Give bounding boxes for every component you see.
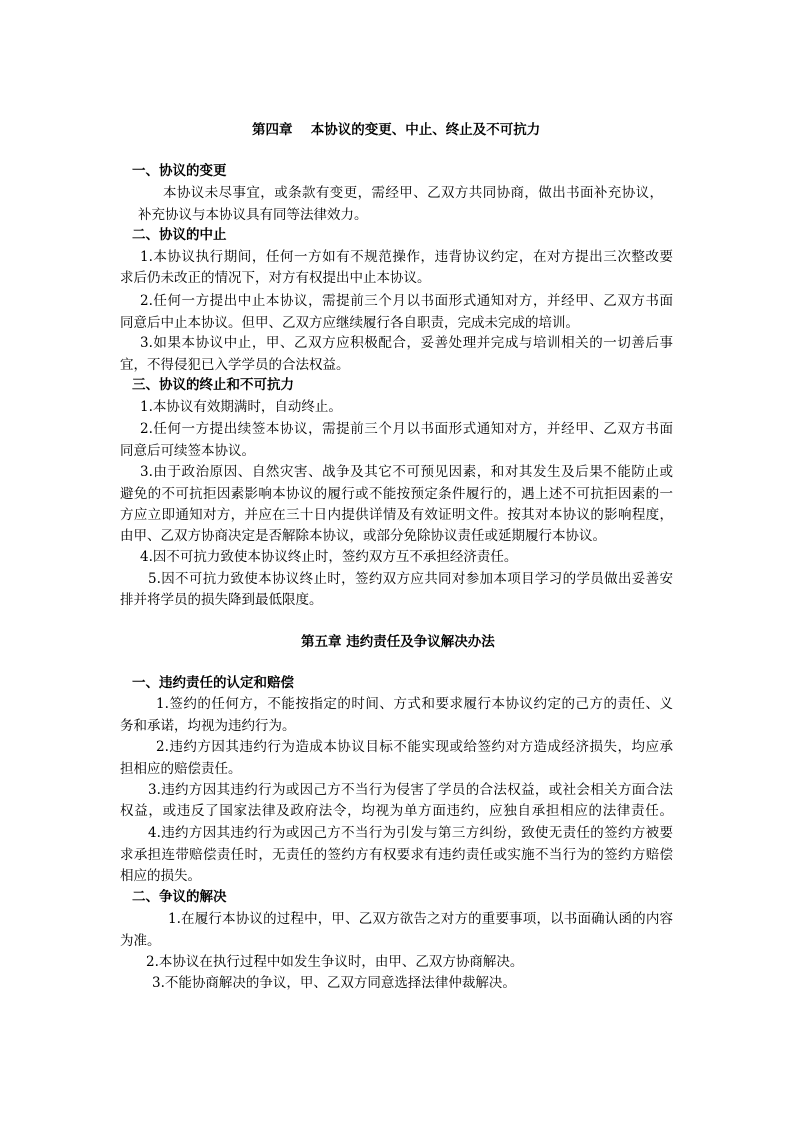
- ch4-s3-p3-line1: 3.由于政治原因、自然灾害、战争及其它不可预见因素，和对其发生及后果不能防止或: [140, 464, 673, 480]
- ch5-s1-p3-line2: 权益，或违反了国家法律及政府法令，均视为单方面违约，应独自承担相应的法律责任。: [120, 803, 673, 819]
- ch5-s1-p2-line1: 2.违约方因其违约行为造成本协议目标不能实现或给签约对方造成经济损失，均应承: [156, 739, 673, 755]
- ch4-s3-p2-line1: 2.任何一方提出续签本协议，需提前三个月以书面形式通知对方，并经甲、乙双方书面: [140, 421, 673, 437]
- ch4-section-2-heading: 二、协议的中止: [132, 227, 227, 243]
- ch5-s1-p1-line2: 务和承诺，均视为违约行为。: [120, 718, 296, 734]
- ch4-s3-p4: 4.因不可抗力致使本协议终止时，签约双方互不承担经济责任。: [140, 549, 518, 565]
- ch4-s3-p3-line2: 避免的不可抗拒因素影响本协议的履行或不能按预定条件履行的，遇上述不可抗拒因素的一: [120, 486, 673, 502]
- ch5-s2-p3: 3.不能协商解决的争议，甲、乙双方同意选择法律仲裁解决。: [152, 975, 516, 991]
- ch5-s1-p1-line1: 1.签约的任何方，不能按指定的时间、方式和要求履行本协议约定的己方的责任、义: [156, 696, 673, 712]
- ch4-s1-p1-line1: 本协议未尽事宜，或条款有变更，需经甲、乙双方共同协商，做出书面补充协议，: [163, 185, 663, 201]
- ch4-s3-p5-line2: 排并将学员的损失降到最低限度。: [120, 592, 323, 608]
- ch4-s3-p5-line1: 5.因不可抗力致使本协议终止时，签约双方应共同对参加本项目学习的学员做出妥善安: [148, 571, 673, 587]
- ch5-s2-p1-line1: 1.在履行本协议的过程中，甲、乙双方欲告之对方的重要事项，以书面确认函的内容: [168, 911, 673, 927]
- ch4-s3-p3-line3: 方应立即通知对方，并应在三十日内提供详情及有效证明文件。按其对本协议的影响程度，: [120, 507, 673, 523]
- ch4-s2-p3-line1: 3.如果本协议中止，甲、乙双方应积极配合，妥善处理并完成与培训相关的一切善后事: [140, 335, 673, 351]
- ch4-s3-p1: 1.本协议有效期满时，自动终止。: [140, 399, 342, 415]
- ch4-s2-p3-line2: 宜，不得侵犯已入学学员的合法权益。: [120, 357, 350, 373]
- ch5-s2-p1-line2: 为准。: [120, 933, 161, 949]
- ch5-s1-p4-line1: 4.违约方因其违约行为或因己方不当行为引发与第三方纠纷，致使无责任的签约方被要: [148, 825, 673, 841]
- ch5-s1-p3-line1: 3.违约方因其违约行为或因己方不当行为侵害了学员的合法权益，或社会相关方面合法: [148, 782, 673, 798]
- ch4-section-3-heading: 三、协议的终止和不可抗力: [132, 377, 294, 393]
- ch4-section-1-heading: 一、协议的变更: [132, 163, 227, 179]
- ch4-s2-p1-line1: 1.本协议执行期间，任何一方如有不规范操作，违背协议约定，在对方提出三次整改要: [140, 249, 673, 265]
- ch4-s2-p2-line2: 同意后中止本协议。但甲、乙双方应继续履行各自职责，完成未完成的培训。: [120, 315, 579, 331]
- ch4-s3-p2-line2: 同意后可续签本协议。: [120, 443, 255, 459]
- ch5-s1-p4-line3: 相应的损失。: [120, 868, 201, 884]
- ch5-section-2-heading: 二、争议的解决: [132, 889, 227, 905]
- ch5-section-1-heading: 一、违约责任的认定和赔偿: [132, 675, 294, 691]
- chapter-4-title: 第四章 本协议的变更、中止、终止及不可抗力: [252, 122, 541, 138]
- ch5-s1-p2-line2: 担相应的赔偿责任。: [120, 761, 242, 777]
- ch5-s2-p2: 2.本协议在执行过程中如发生争议时，由甲、乙双方协商解决。: [146, 954, 524, 970]
- ch4-s1-p1-line2: 补充协议与本协议具有同等法律效力。: [138, 207, 368, 223]
- ch5-s1-p4-line2: 求承担连带赔偿责任时，无责任的签约方有权要求有违约责任或实施不当行为的签约方赔偿: [120, 847, 673, 863]
- ch4-s3-p3-line4: 由甲、乙双方协商决定是否解除本协议，或部分免除协议责任或延期履行本协议。: [120, 528, 606, 544]
- ch4-s2-p1-line2: 求后仍未改正的情况下，对方有权提出中止本协议。: [120, 270, 431, 286]
- ch4-s2-p2-line1: 2.任何一方提出中止本协议，需提前三个月以书面形式通知对方，并经甲、乙双方书面: [140, 293, 673, 309]
- chapter-5-title: 第五章 违约责任及争议解决办法: [301, 634, 495, 650]
